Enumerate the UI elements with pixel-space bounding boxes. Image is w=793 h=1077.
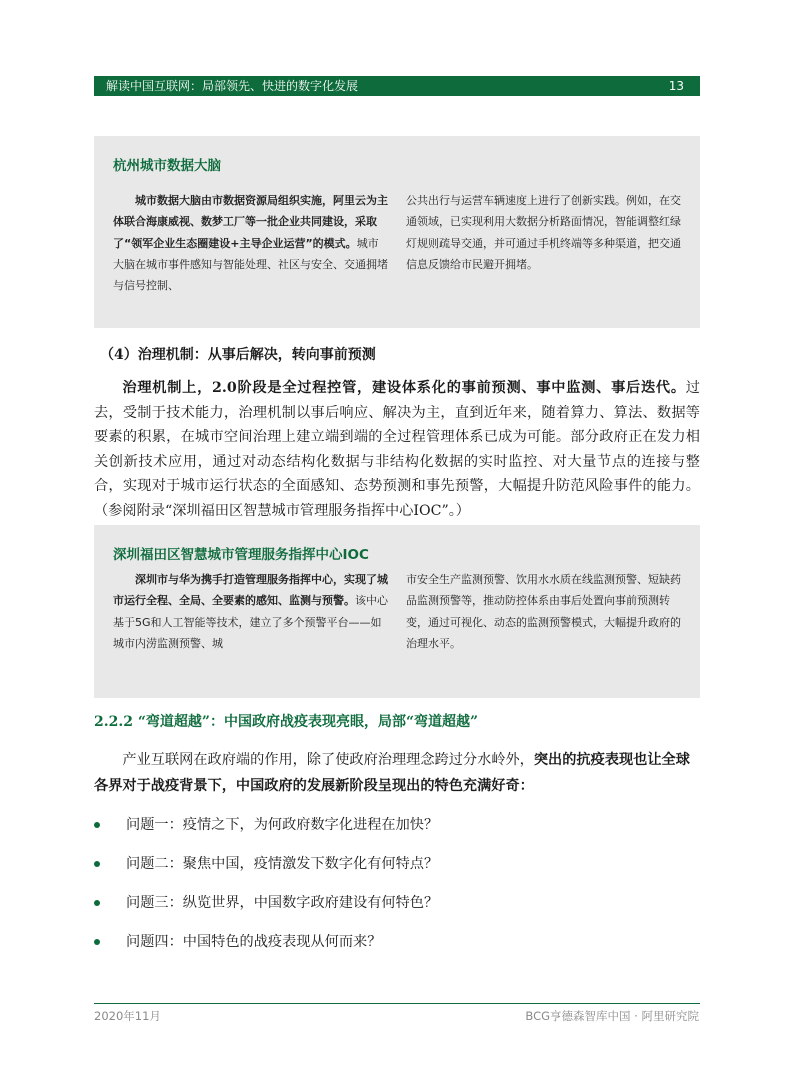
bullet-icon [94, 822, 100, 828]
bullet-icon [94, 939, 100, 945]
body-paragraph-governance [94, 376, 700, 524]
paragraph-body: 产业互联网在政府端的作用，除了使政府治理理念跨过分水岭外， [122, 752, 534, 768]
case-box-shenzhen [94, 525, 700, 698]
footer-date: 2020年11月 [94, 1009, 161, 1023]
case-box-left-text: 该中心基于5G和人工智能等技术，建立了多个预警平台——如城市内涝监测预警、城 [113, 594, 388, 650]
footer-publisher: BCG亨德森智库中国 · 阿里研究院 [525, 1009, 699, 1023]
question-text: 问题三：纵览世界，中国数字政府建设有何特色？ [126, 895, 439, 911]
question-text: 问题一：疫情之下，为何政府数字化进程在加快？ [126, 817, 439, 833]
list-item [94, 929, 700, 968]
page-header [94, 76, 700, 96]
case-box-right-column: 市安全生产监测预警、饮用水水质在线监测预警、短缺药品监测预警等，推动防控体系由事后处置向事前预测转变，通过可视化、动态的监测预警模式，大幅提升政府的治理水平。 [406, 573, 681, 650]
question-text: 问题二：聚焦中国，疫情激发下数字化有何特点？ [126, 856, 439, 872]
footer-divider [94, 1003, 700, 1004]
bullet-icon [94, 900, 100, 906]
paragraph-body: 过去，受制于技术能力，治理机制以事后响应、解决为主，直到近年来，随着算力、算法、数据等要素的积累，在城市空间治理上建立端到端的全过程管理体系已成为可能。部分政府正在发力相关创新技术应用，通过对动态结构化数据与非结构化数据的实时监控、对大量节点的连接与整合，实现对于城市运行状态的全面感知、态势预测和事先预警，大幅提升防范风险事件的能力。（参阅附录“深圳福田区智慧城市管理服务指挥中心IOC”。） [94, 380, 700, 519]
list-item [94, 851, 700, 890]
case-box-hangzhou [94, 136, 700, 328]
list-item [94, 890, 700, 929]
question-list [94, 812, 700, 968]
case-box-left-column [113, 569, 389, 654]
section-heading-4: （4）治理机制：从事后解决，转向事前预测 [100, 347, 376, 363]
case-box-right-column: 公共出行与运营车辆速度上进行了创新实践。例如，在交通领域，已实现利用大数据分析路面情况，智能调整红绿灯规则疏导交通，并可通过手机终端等多种渠道，把交通信息反馈给市民避开拥堵。 [406, 194, 681, 271]
case-box-title: 杭州城市数据大脑 [113, 158, 221, 174]
case-box-left-column [113, 190, 389, 296]
section-heading-2-2-2: 2.2.2 “弯道超越”：中国政府战疫表现亮眼，局部“弯道超越” [94, 714, 479, 730]
paragraph-lead-bold: 治理机制上，2.0阶段是全过程控管，建设体系化的事前预测、事中监测、事后迭代。 [122, 380, 686, 396]
case-box-title: 深圳福田区智慧城市管理服务指挥中心IOC [113, 547, 369, 563]
case-box-left-text: 城市大脑在城市事件感知与智能处理、社区与安全、交通拥堵与信号控制、 [113, 236, 388, 293]
bullet-icon [94, 861, 100, 867]
body-paragraph-intro [94, 747, 704, 799]
question-text: 问题四：中国特色的战疫表现从何而来？ [126, 934, 382, 950]
list-item [94, 812, 700, 851]
header-title: 解读中国互联网：局部领先、快进的数字化发展 [106, 79, 359, 93]
page-number: 13 [668, 79, 684, 93]
case-box-left-bold: 城市数据大脑由市数据资源局组织实施，阿里云为主体联合海康威视、数梦工厂等一批企业共同建设，采取了“领军企业生态圈建设+主导企业运营”的模式。 [113, 194, 388, 250]
paragraph-bold: 突出的抗疫表现也让全球各界对于战疫背景下，中国政府的发展新阶段呈现出的特色充满好奇： [94, 752, 690, 794]
case-box-left-bold: 深圳市与华为携手打造管理服务指挥中心，实现了城市运行全程、全局、全要素的感知、监测与预警。 [113, 573, 388, 608]
